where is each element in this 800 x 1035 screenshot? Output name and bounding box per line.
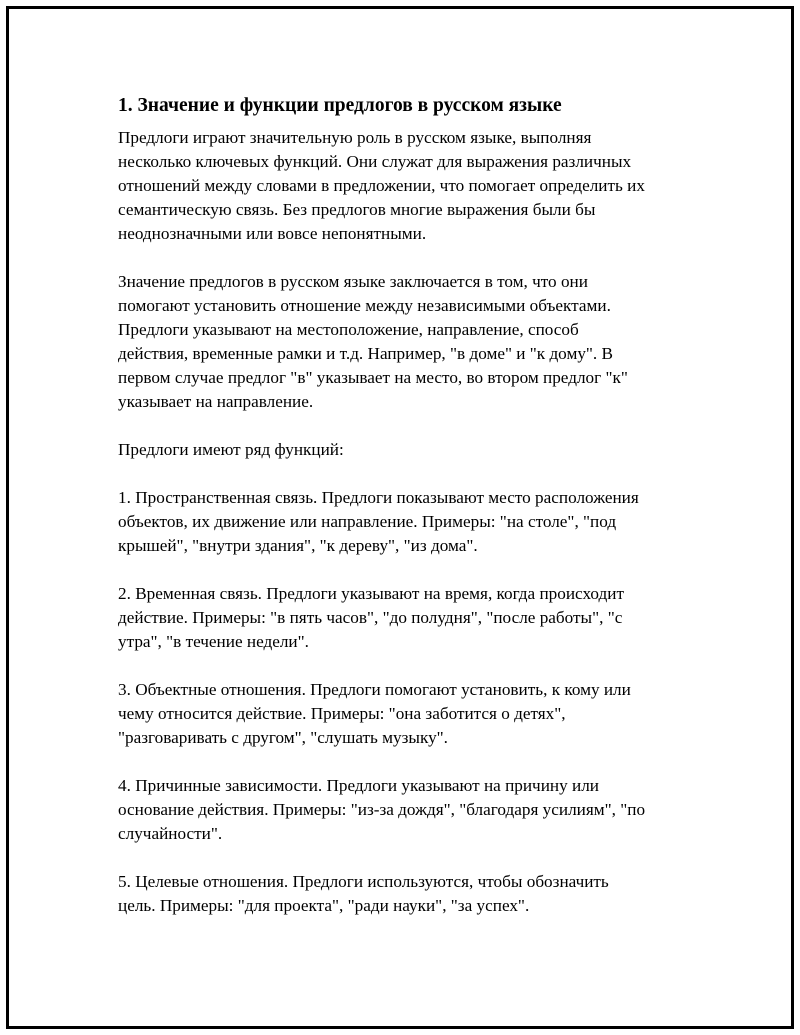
text-line: первом случае предлог "в" указывает на место, во втором предлог "к" <box>118 368 628 387</box>
paragraph <box>118 678 718 750</box>
paragraph-list <box>118 126 718 918</box>
text-line: утра", "в течение недели". <box>118 632 309 651</box>
paragraph <box>118 582 718 654</box>
text-line: "разговаривать с другом", "слушать музыку". <box>118 728 448 747</box>
text-line: отношений между словами в предложении, что помогает определить их <box>118 176 645 195</box>
text-line: Значение предлогов в русском языке заключается в том, что они <box>118 272 588 291</box>
text-line: указывает на направление. <box>118 392 314 411</box>
paragraph <box>118 486 718 558</box>
text-line: 3. Объектные отношения. Предлоги помогают установить, к кому или <box>118 680 631 699</box>
document-body <box>118 92 718 942</box>
paragraph <box>118 870 718 918</box>
paragraph <box>118 438 718 462</box>
text-line: действия, временные рамки и т.д. Например, "в доме" и "к дому". В <box>118 344 613 363</box>
text-line: объектов, их движение или направление. Примеры: "на столе", "под <box>118 512 617 531</box>
text-line: чему относится действие. Примеры: "она заботится о детях", <box>118 704 566 723</box>
text-line: действие. Примеры: "в пять часов", "до полудня", "после работы", "с <box>118 608 623 627</box>
text-line: Предлоги указывают на местоположение, направление, способ <box>118 320 579 339</box>
text-line: крышей", "внутри здания", "к дереву", "из дома". <box>118 536 478 555</box>
paragraph <box>118 774 718 846</box>
text-line: цель. Примеры: "для проекта", "ради науки", "за успех". <box>118 896 530 915</box>
text-line: случайности". <box>118 824 223 843</box>
paragraph <box>118 270 718 414</box>
paragraph <box>118 126 718 246</box>
text-line: неоднозначными или вовсе непонятными. <box>118 224 427 243</box>
text-line: 1. Пространственная связь. Предлоги показывают место расположения <box>118 488 639 507</box>
section-heading: 1. Значение и функции предлогов в русском языке <box>118 95 562 116</box>
text-line: Предлоги имеют ряд функций: <box>118 440 344 459</box>
text-line: помогают установить отношение между независимыми объектами. <box>118 296 611 315</box>
text-line: Предлоги играют значительную роль в русском языке, выполняя <box>118 128 592 147</box>
text-line: несколько ключевых функций. Они служат для выражения различных <box>118 152 632 171</box>
text-line: 5. Целевые отношения. Предлоги используются, чтобы обозначить <box>118 872 609 891</box>
text-line: 4. Причинные зависимости. Предлоги указывают на причину или <box>118 776 599 795</box>
text-line: основание действия. Примеры: "из-за дождя", "благодаря усилиям", "по <box>118 800 646 819</box>
text-line: 2. Временная связь. Предлоги указывают на время, когда происходит <box>118 584 624 603</box>
text-line: семантическую связь. Без предлогов многие выражения были бы <box>118 200 596 219</box>
